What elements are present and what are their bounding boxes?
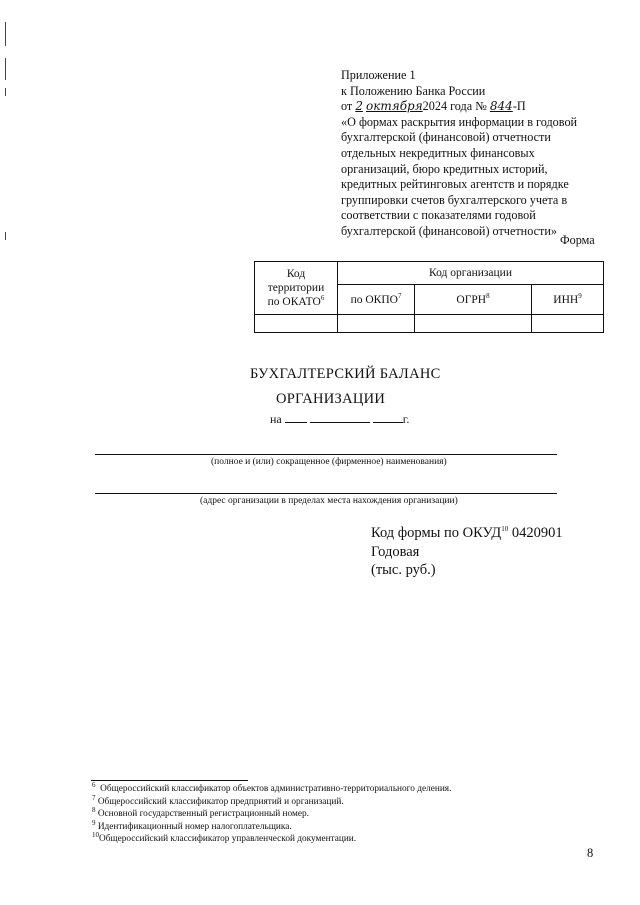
scan-edge-mark bbox=[5, 58, 6, 80]
date-month-blank[interactable] bbox=[310, 412, 370, 423]
ogrn-header: ОГРН$^8$ bbox=[415, 285, 532, 315]
footnote: $^8$ Основной государственный регистрационный номер. bbox=[92, 806, 309, 820]
appendix-title-line: «О формах раскрытия информации в годовой bbox=[341, 114, 578, 129]
date-year-blank[interactable] bbox=[373, 412, 403, 423]
report-date-line: на г. bbox=[270, 412, 410, 426]
report-period: Годовая bbox=[371, 543, 420, 560]
org-address-caption: (адрес организации в пределах места нахождения организации) bbox=[200, 496, 458, 506]
footnotes bbox=[92, 780, 452, 846]
footnote: $^7$ Общероссийский классификатор предприятий и организаций. bbox=[92, 793, 344, 807]
appendix-title-line: отдельных некредитных финансовых bbox=[341, 145, 535, 160]
date-day-blank[interactable] bbox=[285, 412, 307, 423]
org-name-caption: (полное и (или) сокращенное (фирменное) наименования) bbox=[211, 457, 447, 467]
footnote: $^6$ Общероссийский классификатор объектов административно-территориального деления. bbox=[92, 780, 452, 794]
form-label: Форма bbox=[560, 233, 595, 247]
appendix-title-line: бухгалтерской (финансовой) отчетности» bbox=[341, 223, 557, 238]
handwritten-month: октября bbox=[366, 99, 423, 114]
appendix-date-line: от 2 октября2024 года № 844-П bbox=[341, 99, 526, 114]
report-units: (тыс. руб.) bbox=[371, 562, 436, 578]
ogrn-cell[interactable] bbox=[415, 315, 532, 333]
org-code-header: Код организации bbox=[338, 262, 604, 285]
handwritten-day: 2 bbox=[355, 99, 363, 114]
inn-header: ИНН$^9$ bbox=[532, 285, 604, 315]
appendix-title-line: бухгалтерской (финансовой) отчетности bbox=[341, 130, 551, 145]
org-address-line[interactable] bbox=[95, 493, 557, 494]
handwritten-number: 844 bbox=[489, 99, 513, 114]
footnote-separator bbox=[91, 780, 248, 781]
okud-block bbox=[371, 524, 563, 580]
appendix-title-line: организаций, бюро кредитных историй, bbox=[341, 161, 548, 176]
appendix-title-line: соответствии с показателями годовой bbox=[341, 208, 536, 223]
footnote: $^{10}$Общероссийский классификатор управленческой документации. bbox=[92, 831, 357, 845]
appendix-line: к Положению Банка России bbox=[341, 83, 486, 98]
page-number: 8 bbox=[587, 846, 594, 860]
appendix-title-line: кредитных рейтинговых агентств и порядке bbox=[341, 177, 569, 192]
okpo-header: по ОКПО$^7$ bbox=[338, 285, 415, 315]
territory-code-cell[interactable] bbox=[255, 315, 338, 333]
appendix-block bbox=[341, 68, 603, 240]
scan-edge-mark bbox=[5, 232, 6, 240]
scan-edge-mark bbox=[5, 88, 6, 96]
appendix-line: Приложение 1 bbox=[341, 68, 416, 82]
footnote: $^9$ Идентификационный номер налогоплательщика. bbox=[92, 818, 292, 832]
appendix-title-line: группировки счетов бухгалтерского учета в bbox=[341, 192, 568, 207]
okud-code-line: Код формы по ОКУД$^{10}$ 0420901 bbox=[371, 525, 563, 541]
scan-edge-mark bbox=[5, 22, 6, 46]
org-name-line[interactable] bbox=[95, 454, 557, 455]
territory-code-header: Код территории по ОКАТО$^6$ bbox=[255, 262, 338, 315]
okpo-cell[interactable] bbox=[338, 315, 415, 333]
document-title: БУХГАЛТЕРСКИЙ БАЛАНС bbox=[250, 366, 441, 382]
document-subtitle: ОРГАНИЗАЦИИ bbox=[276, 391, 386, 407]
inn-cell[interactable] bbox=[532, 315, 604, 333]
codes-table bbox=[254, 261, 604, 333]
